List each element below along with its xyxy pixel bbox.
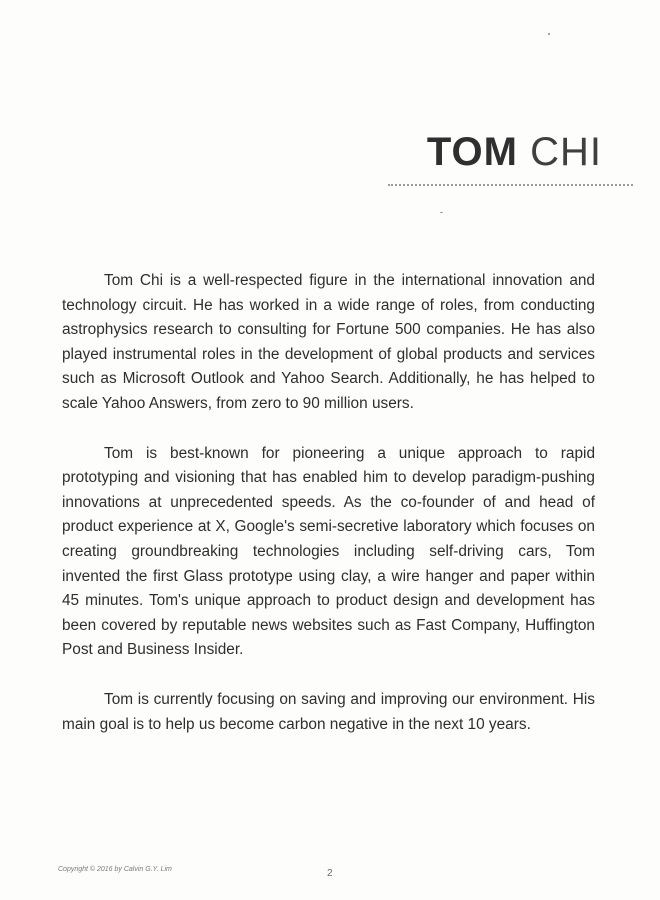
paragraph-1: Tom Chi is a well-respected figure in the international innovation and technology circuit. He has worked in a wide range of roles, from conducting astrophysics research to consulting for Fortune 500 companies. He has also played instrumental roles in the development of global products and services such as Microsoft Outlook and Yahoo Search. Additionally, he has helped to scale Yahoo Answers, from zero to 90 million users. <box>62 272 595 412</box>
title-last-name: CHI <box>530 130 602 174</box>
title-dotted-rule <box>388 184 633 186</box>
paragraph-3: Tom is currently focusing on saving and improving our environment. His main goal is to help us become carbon negative in the next 10 years. <box>62 690 595 733</box>
scan-speck <box>548 33 550 35</box>
biography-text <box>62 269 595 762</box>
scan-speck <box>440 212 443 213</box>
copyright-notice: Copyright © 2016 by Calvin G.Y. Lim <box>58 866 172 873</box>
paragraph-2: Tom is best-known for pioneering a unique approach to rapid prototyping and visioning that has enabled him to develop paradigm-pushing innovations at unprecedented speeds. As the co-founder of and head of product experience at X, Google's semi-secretive laboratory which focuses on creating groundbreaking technologies including self-driving cars, Tom invented the first Glass prototype using clay, a wire hanger and paper within 45 minutes. Tom's unique approach to product design and development has been covered by reputable news websites such as Fast Company, Huffington Post and Business Insider. <box>62 444 595 659</box>
title-first-name: TOM <box>426 130 518 174</box>
page-number: 2 <box>327 868 333 879</box>
page-title <box>427 128 602 176</box>
